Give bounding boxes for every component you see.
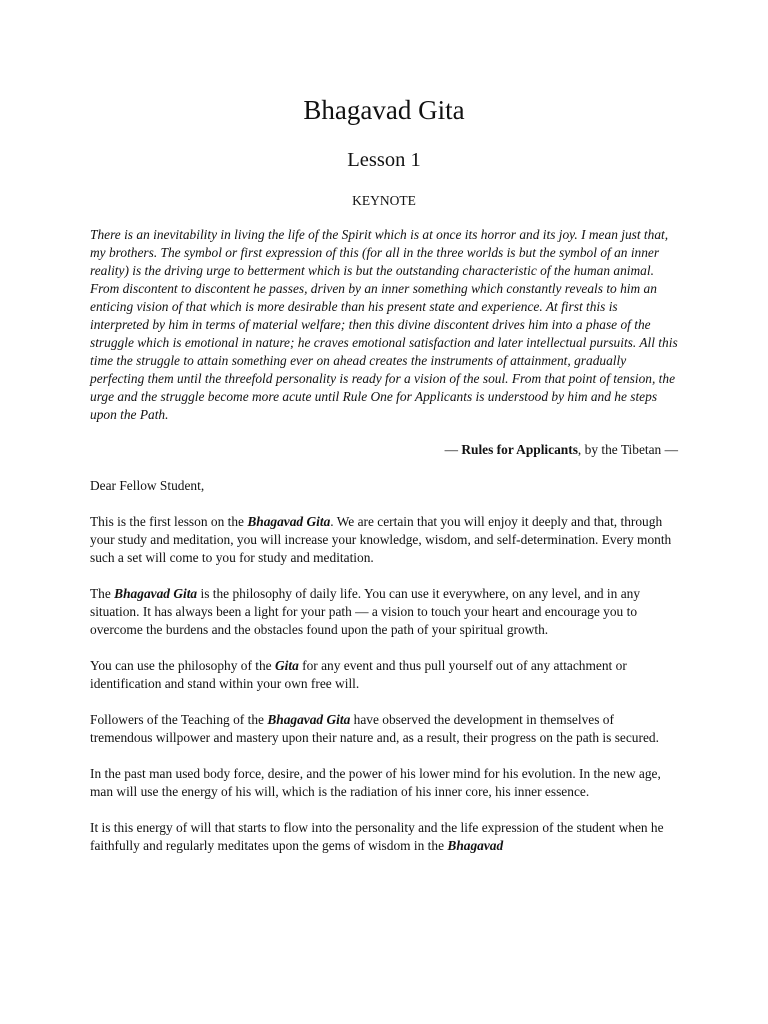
paragraph-3 <box>90 657 678 693</box>
paragraph-text: You can use the philosophy of the <box>90 658 275 674</box>
book-title: Bhagavad Gita <box>114 586 198 602</box>
paragraph-text: . We are certain that you will enjoy it deeply and that, through your study and meditation, you will increase your knowledge, wisdom, and self-determination. Every month such a set will come to you for study and meditation. <box>90 514 672 566</box>
document-body <box>90 226 678 873</box>
paragraph-text: This is the first lesson on the <box>90 514 248 530</box>
paragraph-6 <box>90 819 678 855</box>
paragraph-text: have observed the development in themselves of tremendous willpower and mastery upon their nature and, as a result, their progress on the path is secured. <box>90 712 659 745</box>
paragraph-text: It is this energy of will that starts to flow into the personality and the life expression of the student when he faithfully and regularly meditates upon the gems of wisdom in the <box>90 819 664 853</box>
paragraph-5: In the past man used body force, desire, and the power of his lower mind for his evolution. In the new age, man will use the energy of his will, which is the radiation of his inner core, his inner essence. <box>90 765 661 799</box>
book-title: Bhagavad Gita <box>267 712 351 728</box>
paragraph-text: is the philosophy of daily life. You can use it everywhere, on any level, and in any situation. It has always been a light for your path — a vision to touch your heart and encourage you to overcome the burdens and the obstacles found upon the path of your spiritual growth. <box>90 586 641 638</box>
attribution-work: Rules for Applicants <box>461 442 578 458</box>
keynote-heading: KEYNOTE <box>352 193 416 208</box>
paragraph-2 <box>90 585 678 639</box>
paragraph-1 <box>90 513 678 567</box>
keynote-attribution <box>90 441 678 459</box>
paragraph-text: for any event and thus pull yourself out of any attachment or identification and stand within your own free will. <box>90 658 627 692</box>
book-title: Bhagavad <box>447 837 504 853</box>
salutation: Dear Fellow Student, <box>90 478 205 494</box>
book-title: Bhagavad Gita <box>247 514 331 530</box>
document-title: Bhagavad Gita <box>303 95 465 125</box>
keynote-quote: There is an inevitability in living the life of the Spirit which is at once its horror and its joy. I mean just that, my brothers. The symbol or first expression of this (for all in the three worlds is but the symbol of an inner reality) is the driving urge to betterment which is but the outstanding characteristic of the human animal. From discontent to discontent he passes, driven by an inner something which constantly reveals to him an enticing vision of that which is more desirable than his present state and experience. At first this is interpreted by him in terms of material welfare; then this divine discontent drives him into a phase of the struggle which is emotional in nature; he craves emotional satisfaction and later intellectual pursuits. All this time the struggle to attain something ever on ahead creates the instruments of attainment, gradually perfecting them until the threefold personality is ready for a vision of the soul. From that point of tension, the urge and the struggle become more acute until Rule One for Applicants is understood by him and he steps upon the Path. <box>90 227 678 422</box>
attribution-prefix: — <box>444 442 462 458</box>
paragraph-4 <box>90 711 678 747</box>
paragraph-text: The <box>90 586 115 602</box>
paragraph-text: Followers of the Teaching of the <box>90 712 268 728</box>
book-title: Gita <box>274 658 299 674</box>
lesson-heading: Lesson 1 <box>347 149 421 171</box>
attribution-suffix: , by the Tibetan — <box>577 442 678 458</box>
